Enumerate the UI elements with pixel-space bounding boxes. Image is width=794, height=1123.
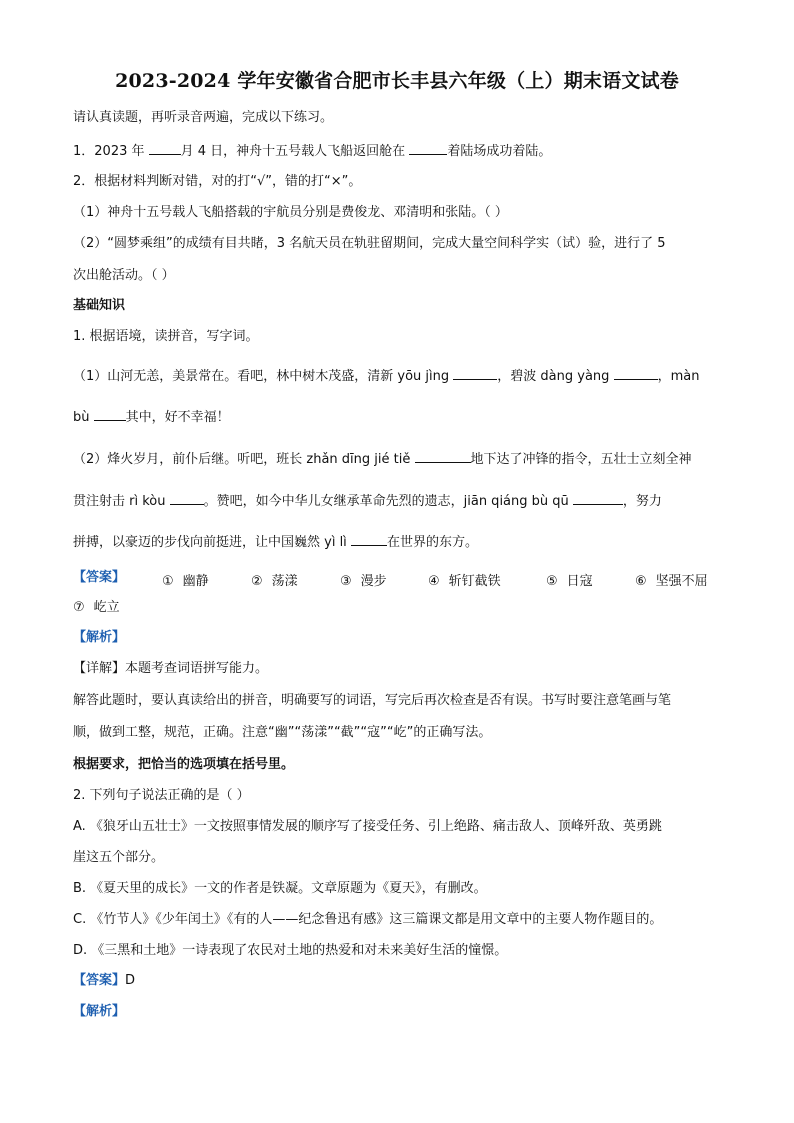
listening-q2-2b: 次出舱活动。（ ） — [73, 268, 175, 283]
listening-intro: 请认真读题，再听录音两遍，完成以下练习。 — [73, 110, 334, 125]
passage-2-line-2 — [73, 492, 662, 510]
text-segment: 地下达了冲锋的指令，五壮士立刻全神 — [470, 452, 692, 467]
text-segment: ，努力 — [622, 494, 662, 509]
text-segment: （2）烽火岁月，前仆后继。听吧，班长 zhǎn dīng jié tiě — [73, 452, 411, 467]
answer-item-4 — [428, 570, 501, 589]
blank — [94, 408, 126, 421]
option-c: C. 《竹节人》《少年闰土》《有的人——纪念鲁迅有感》这三篇课文都是用文章中的主要人物作题目的。 — [73, 912, 663, 927]
answer-value: D — [125, 973, 136, 988]
option-a-line-1: A. 《狼牙山五壮士》一文按照事情发展的顺序写了接受任务、引上绝路、痛击敌人、顶峰歼敌、英勇跳 — [73, 819, 662, 834]
passage-2-line-3 — [73, 533, 478, 551]
option-d: D. 《三黑和土地》一诗表现了农民对土地的热爱和对未来美好生活的憧憬。 — [73, 943, 508, 958]
choice-analysis-label: 【解析】 — [73, 1004, 126, 1019]
listening-q2-2a: （2）“圆梦乘组”的成绩有目共睹，3 名航天员在轨驻留期间，完成大量空间科学实（试）验，进行了 5 — [73, 236, 666, 251]
answer-number: ③ — [340, 574, 352, 589]
answer-text: 漫步 — [360, 574, 387, 589]
text-segment: 其中，好不幸福！ — [125, 410, 230, 425]
choice-q2: 2. 下列句子说法正确的是（ ） — [73, 788, 250, 803]
passage-1-line-2 — [73, 408, 230, 426]
answer-number: ④ — [428, 574, 440, 589]
q1-part-c: 着陆场成功着陆。 — [447, 144, 552, 159]
answer-item-6 — [635, 570, 708, 589]
text-segment: bù — [73, 410, 90, 425]
explanation-line-1: 解答此题时，要认真读给出的拼音，明确要写的词语，写完后再次检查是否有误。书写时要注意笔画与笔 — [73, 693, 672, 708]
blank — [351, 533, 387, 546]
answer-text: 荡漾 — [271, 574, 298, 589]
blank — [409, 142, 447, 155]
listening-q2-1: （1）神舟十五号载人飞船搭载的宇航员分别是费俊龙、邓清明和张陆。（ ） — [73, 205, 508, 220]
listening-q2: 2．根据材料判断对错，对的打“√”，错的打“×”。 — [73, 174, 362, 189]
blank — [170, 492, 204, 505]
answer-label: 【答案】 — [73, 973, 126, 988]
basics-q1: 1. 根据语境，读拼音，写字词。 — [73, 329, 259, 344]
answer-item-7 — [73, 600, 120, 616]
blank — [415, 450, 471, 463]
answer-number: ⑥ — [635, 574, 647, 589]
text-segment: （1）山河无恙，美景常在。看吧，林中树木茂盛，清新 yōu jìng — [73, 369, 450, 384]
text-segment: ，碧波 dàng yàng — [497, 369, 610, 384]
section-heading-choice: 根据要求，把恰当的选项填在括号里。 — [73, 757, 295, 772]
answer-text: 幽静 — [182, 574, 209, 589]
answer-item-5 — [546, 570, 593, 589]
text-segment: ，màn — [657, 369, 700, 384]
q1-part-a: 1．2023 年 — [73, 144, 145, 159]
analysis-label: 【解析】 — [73, 630, 126, 645]
answer-label: 【答案】 — [73, 570, 126, 585]
detail-label: 【详解】 — [73, 661, 126, 676]
explanation-line-2: 顺，做到工整，规范，正确。注意“幽”“荡漾”“截”“寇”“屹”的正确写法。 — [73, 725, 492, 740]
blank — [453, 367, 497, 380]
answer-number: ① — [162, 574, 174, 589]
option-a-line-2: 崖这五个部分。 — [73, 850, 165, 865]
answer-number: ⑦ — [73, 600, 85, 615]
answer-text: 坚强不屈 — [655, 574, 708, 589]
answer-text: 日寇 — [566, 574, 593, 589]
option-b: B. 《夏天里的成长》一文的作者是铁凝。文章原题为《夏天》，有删改。 — [73, 881, 487, 896]
choice-answer — [73, 973, 135, 989]
text-segment: 在世界的东方。 — [386, 535, 478, 550]
passage-1-line-1 — [73, 367, 699, 385]
listening-q1 — [73, 142, 551, 160]
blank — [614, 367, 658, 380]
blank — [149, 142, 181, 155]
blank — [573, 492, 623, 505]
detail-line — [73, 661, 268, 677]
q1-part-b: 月 4 日，神舟十五号载人飞船返回舱在 — [180, 144, 406, 159]
answer-item-1 — [162, 570, 209, 589]
answer-item-2 — [251, 570, 298, 589]
section-heading-basics: 基础知识 — [73, 298, 126, 313]
passage-2-line-1 — [73, 450, 692, 468]
detail-text: 本题考查词语拼写能力。 — [125, 661, 269, 676]
text-segment: 。赞吧，如今中华儿女继承革命先烈的遗志，jiān qiáng bù qū — [203, 494, 569, 509]
answer-text: 斩钉截铁 — [448, 574, 501, 589]
answer-text: 屹立 — [93, 600, 120, 615]
text-segment: 贯注射击 rì kòu — [73, 494, 166, 509]
page-title: 2023-2024 学年安徽省合肥市长丰县六年级（上）期末语文试卷 — [115, 70, 679, 92]
text-segment: 拼搏，以豪迈的步伐向前挺进，让中国巍然 yì lì — [73, 535, 347, 550]
answer-number: ② — [251, 574, 263, 589]
answer-item-3 — [340, 570, 387, 589]
answer-number: ⑤ — [546, 574, 558, 589]
